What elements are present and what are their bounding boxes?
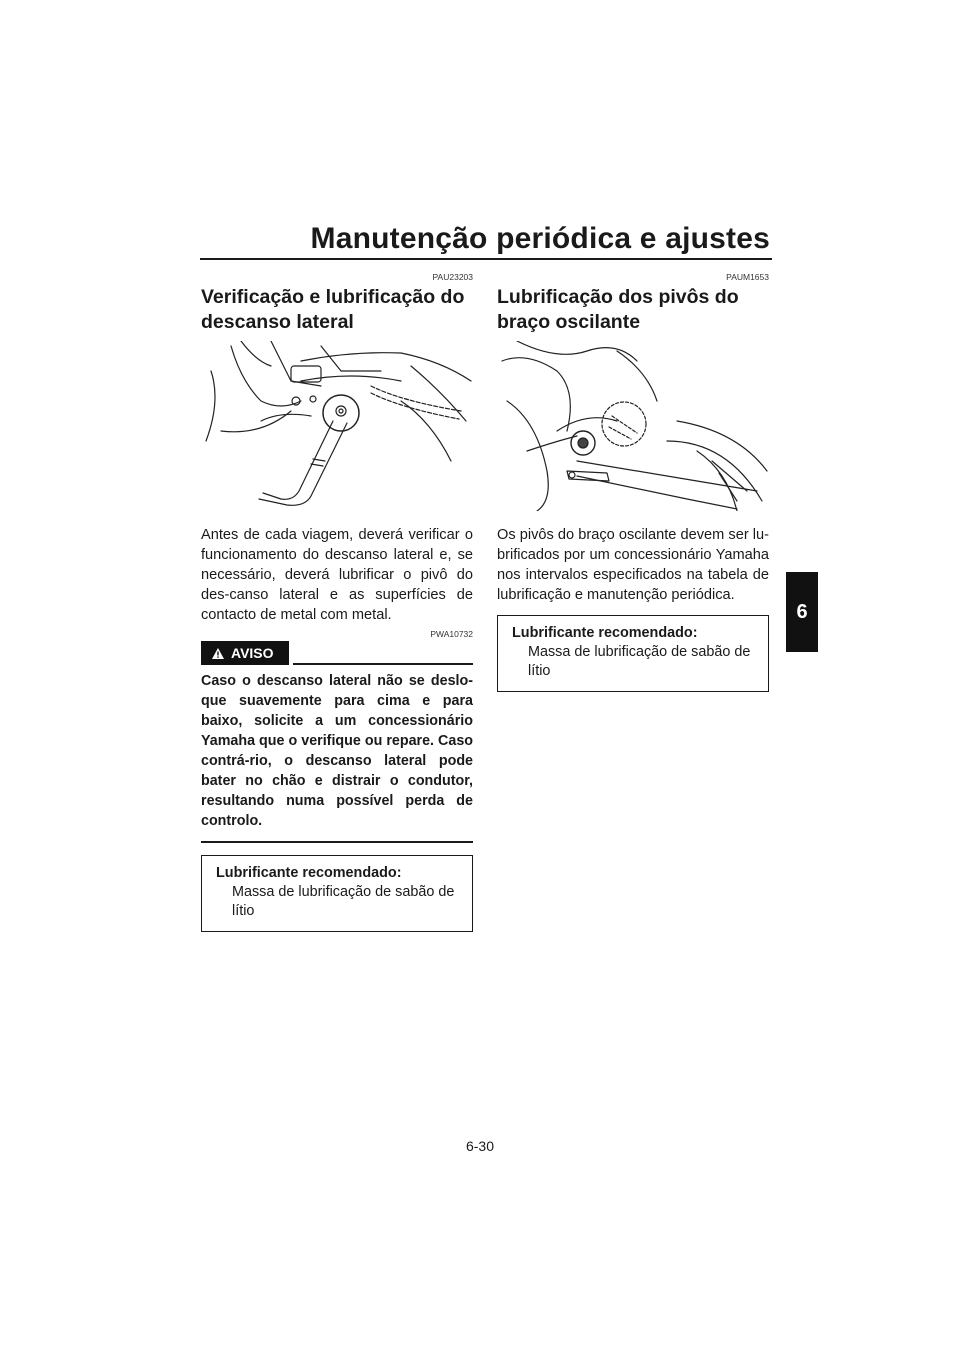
lubricant-spec-box bbox=[497, 615, 769, 692]
warning-badge bbox=[201, 641, 289, 665]
section-heading: Verificação e lubrificação do descanso lateral bbox=[201, 286, 465, 333]
warning-end-rule bbox=[201, 841, 473, 843]
title-rule bbox=[200, 258, 772, 260]
warning-label: AVISO bbox=[231, 645, 274, 661]
lubricant-spec-box bbox=[201, 855, 473, 932]
page-number: 6-30 bbox=[465, 1138, 495, 1154]
warning-code: PWA10732 bbox=[430, 629, 473, 639]
warning-triangle-icon bbox=[211, 647, 225, 660]
chapter-number: 6 bbox=[796, 600, 808, 623]
body-paragraph: Os pivôs do braço oscilante devem ser lu-brificados por um concessionário Yamaha nos intervalos especificados na tabela de lubrificação e manutenção periódica. bbox=[497, 527, 769, 603]
section-code: PAU23203 bbox=[432, 272, 473, 282]
page-title: Manutenção periódica e ajustes bbox=[310, 222, 770, 255]
spec-label: Lubrificante recomendado: bbox=[512, 625, 698, 641]
swingarm-pivot-illustration bbox=[497, 341, 769, 511]
sidestand-illustration bbox=[201, 341, 473, 511]
section-code: PAUM1653 bbox=[726, 272, 769, 282]
warning-rule bbox=[293, 663, 473, 665]
spec-value: Massa de lubrificação de sabão de lítio bbox=[232, 884, 455, 919]
right-column bbox=[497, 272, 769, 692]
warning-text: Caso o descanso lateral não se deslo-que suavemente para cima e para baixo, solicite a um concessionário Yamaha que o verifique ou repare. Caso contrá-rio, o descanso lateral pode bater no chão e distrair o condutor, resultando numa possível perda de controlo. bbox=[201, 673, 473, 829]
left-column bbox=[201, 272, 473, 932]
spec-value: Massa de lubrificação de sabão de lítio bbox=[528, 644, 751, 679]
warning-header bbox=[201, 629, 473, 659]
section-heading: Lubrificação dos pivôs do braço oscilante bbox=[497, 286, 739, 333]
body-paragraph: Antes de cada viagem, deverá verificar o funcionamento do descanso lateral e, se necessário, deverá lubrificar o pivô do des-canso lateral e as superfícies de contacto de metal com metal. bbox=[201, 527, 473, 623]
chapter-tab bbox=[786, 572, 818, 652]
spec-label: Lubrificante recomendado: bbox=[216, 865, 402, 881]
